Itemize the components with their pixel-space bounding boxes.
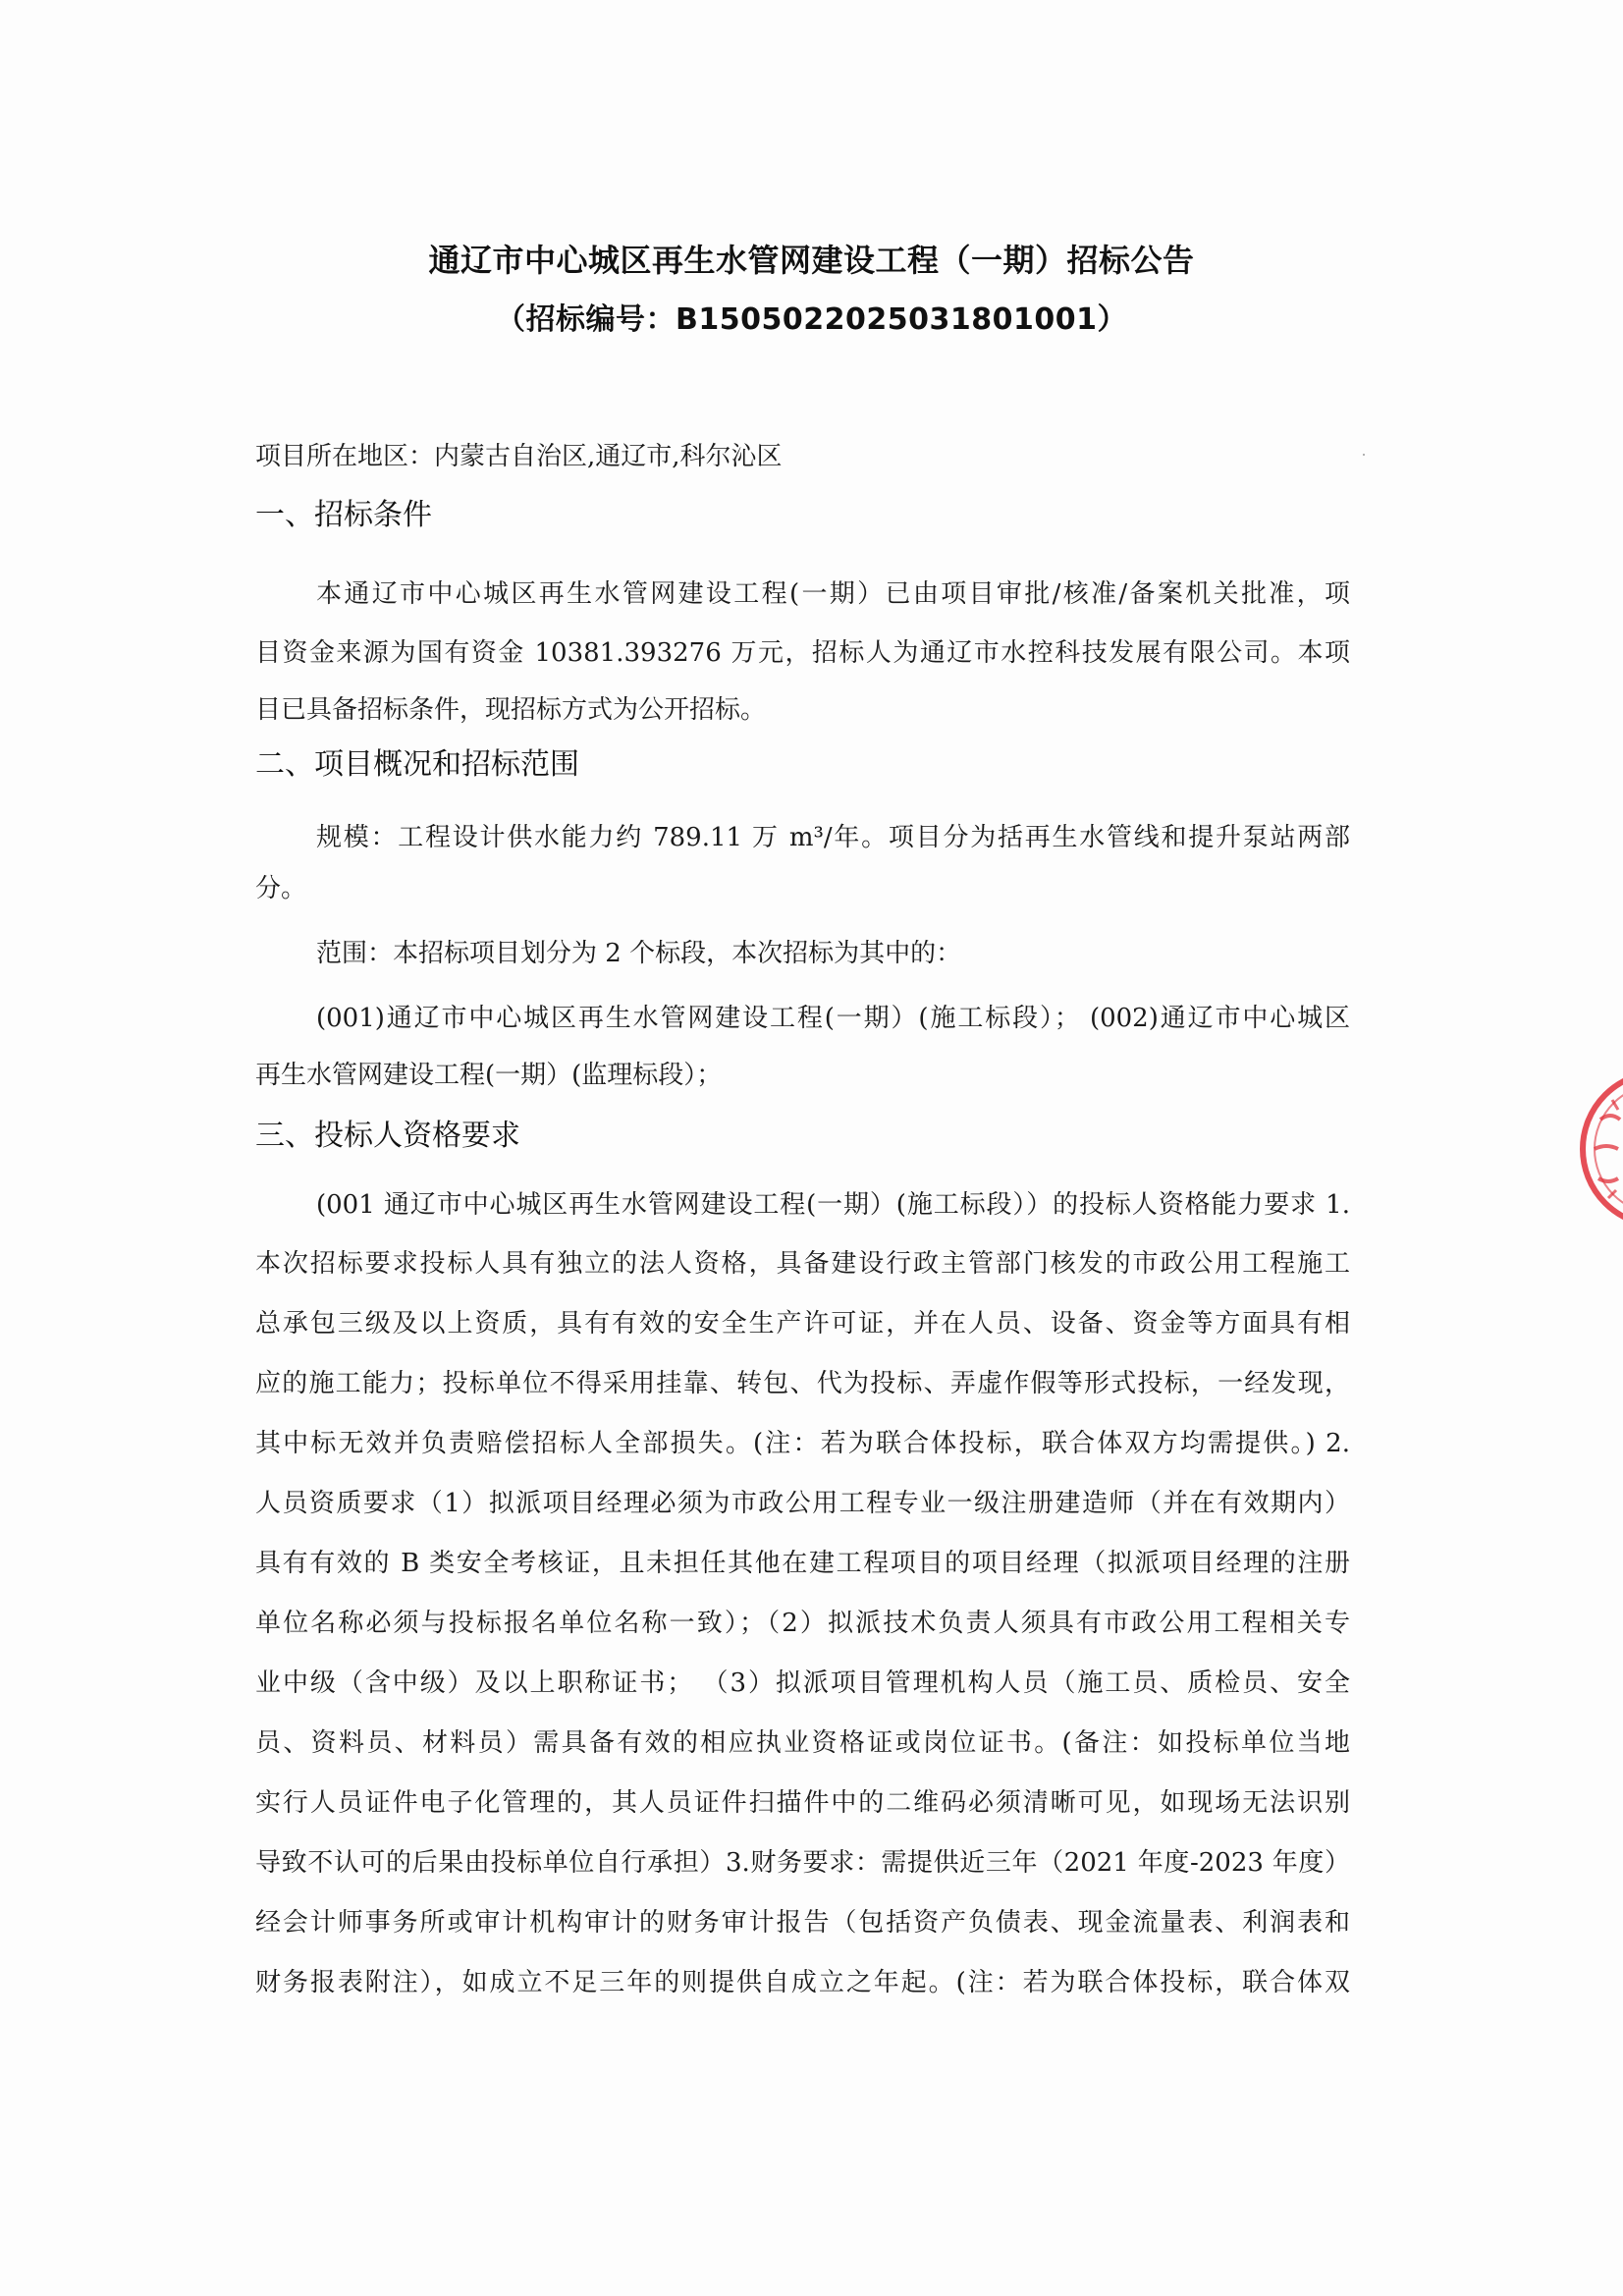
scan-speck	[1363, 454, 1365, 456]
paragraph-line: 分。	[255, 874, 307, 903]
paragraph-line: 范围：本招标项目划分为 2 个标段，本次招标为其中的：	[316, 939, 962, 968]
section-heading-1: 一、招标条件	[255, 498, 432, 532]
paragraph-line: 目已具备招标条件，现招标方式为公开招标。	[255, 695, 767, 725]
paragraph-line: 财务报表附注），如成立不足三年的则提供自成立之年起。(注：若为联合体投标，联合体双	[255, 1968, 1350, 1997]
paragraph-line: 人员资质要求（1）拟派项目经理必须为市政公用工程专业一级注册建造师（并在有效期内）	[255, 1489, 1350, 1518]
paragraph-line: 目资金来源为国有资金 10381.393276 万元，招标人为通辽市水控科技发展有限公司。本项	[255, 638, 1350, 668]
paragraph-line: 规模：工程设计供水能力约 789.11 万 m³/年。项目分为括再生水管线和提升泵站两部	[316, 823, 1350, 852]
paragraph-line: 单位名称必须与投标报名单位名称一致）；（2）拟派技术负责人须具有市政公用工程相关专	[255, 1609, 1350, 1638]
paragraph-line: (001 通辽市中心城区再生水管网建设工程(一期）(施工标段））的投标人资格能力要求 1.	[316, 1190, 1350, 1220]
paragraph-line: 经会计师事务所或审计机构审计的财务审计报告（包括资产负债表、现金流量表、利润表和	[255, 1908, 1350, 1938]
tender-number: （招标编号：B1505022025031801001）	[496, 302, 1127, 337]
paragraph-line: 员、资料员、材料员）需具备有效的相应执业资格证或岗位证书。(备注：如投标单位当地	[255, 1728, 1350, 1758]
paragraph-line: 导致不认可的后果由投标单位自行承担）3.财务要求：需提供近三年（2021 年度-2023 年度）	[255, 1848, 1350, 1878]
paragraph-line: 本次招标要求投标人具有独立的法人资格，具备建设行政主管部门核发的市政公用工程施工	[255, 1249, 1350, 1279]
paragraph-line: 再生水管网建设工程(一期）(监理标段）；	[255, 1061, 723, 1090]
paragraph-line: 实行人员证件电子化管理的，其人员证件扫描件中的二维码必须清晰可见，如现场无法识别	[255, 1788, 1350, 1818]
red-seal-stamp	[1561, 1061, 1623, 1237]
paragraph-line: (001)通辽市中心城区再生水管网建设工程(一期）(施工标段）； (002)通辽市中心城区	[316, 1004, 1350, 1033]
project-location: 项目所在地区：内蒙古自治区,通辽市,科尔沁区	[255, 442, 783, 471]
paragraph-line: 具有有效的 B 类安全考核证，且未担任其他在建工程项目的项目经理（拟派项目经理的注册	[255, 1549, 1350, 1578]
page-title: 通辽市中心城区再生水管网建设工程（一期）招标公告	[428, 242, 1195, 279]
paragraph-line: 业中级（含中级）及以上职称证书； （3）拟派项目管理机构人员（施工员、质检员、安全	[255, 1668, 1350, 1698]
paragraph-line: 其中标无效并负责赔偿招标人全部损失。(注：若为联合体投标，联合体双方均需提供。) 2.	[255, 1429, 1350, 1458]
section-heading-3: 三、投标人资格要求	[255, 1119, 520, 1153]
paragraph-line: 应的施工能力；投标单位不得采用挂靠、转包、代为投标、弄虚作假等形式投标，一经发现，	[255, 1369, 1350, 1398]
paragraph-line: 本通辽市中心城区再生水管网建设工程(一期）已由项目审批/核准/备案机关批准，项	[316, 579, 1350, 609]
section-heading-2: 二、项目概况和招标范围	[255, 747, 579, 782]
paragraph-line: 总承包三级及以上资质，具有有效的安全生产许可证，并在人员、设备、资金等方面具有相	[255, 1309, 1350, 1339]
